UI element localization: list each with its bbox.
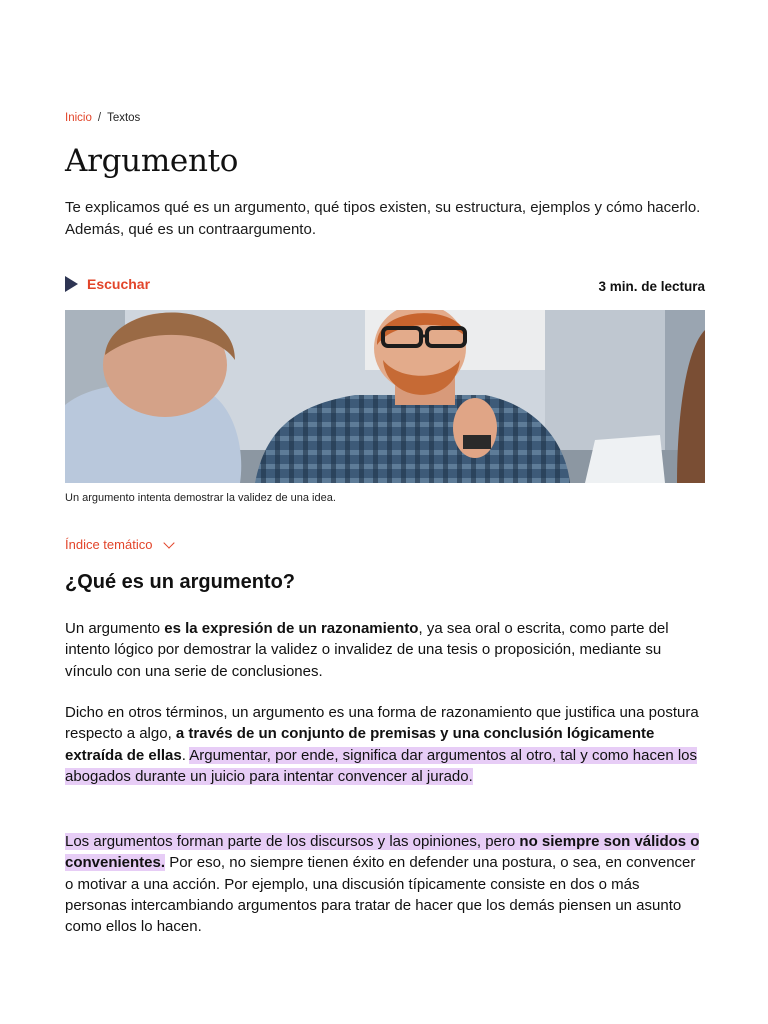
meeting-photo — [65, 310, 705, 483]
breadcrumb — [65, 112, 140, 124]
reading-time: 3 min. de lectura — [598, 279, 705, 294]
paragraph-2 — [65, 702, 705, 787]
paragraph-1-text-a: Un argumento — [65, 620, 165, 637]
listen-label: Escuchar — [87, 276, 151, 292]
audio-row — [65, 276, 705, 298]
paragraph-3-text-c: Por eso, no siempre tienen éxito en defender una postura, o sea, en convencer o motivar a una acción. Por ejemplo, una discusión típicamente consiste en dos o más personas intercambiando argumentos para tratar de hacer que los demás piensen un asunto como ellos lo hacen. — [65, 854, 696, 936]
toc-label: Índice temático — [65, 537, 153, 552]
breadcrumb-current[interactable]: Textos — [107, 112, 141, 124]
paragraph-1-bold: es la expresión de un razonamiento — [164, 620, 419, 637]
breadcrumb-separator: / — [97, 112, 102, 124]
article-lead: Te explicamos qué es un argumento, qué tipos existen, su estructura, ejemplos y cómo hacerlo. Además, qué es un contraargumento. — [65, 199, 701, 238]
listen-button[interactable] — [65, 276, 150, 292]
paragraph-1 — [65, 618, 705, 682]
article-image — [65, 310, 705, 483]
section-heading: ¿Qué es un argumento? — [65, 571, 296, 593]
paragraph-3-bold: no siempre son válidos o convenientes. — [65, 833, 700, 872]
paragraph-1-text-c: , ya sea oral o escrita, como parte del intento lógico por demostrar la validez o invalidez de una tesis o proposición, mediante su vínculo con una serie de conclusiones. — [65, 620, 669, 680]
chevron-down-icon — [164, 537, 175, 548]
paragraph-3 — [65, 831, 705, 937]
page-title: Argumento — [65, 143, 239, 179]
toc-toggle[interactable] — [65, 537, 173, 552]
paragraph-3-highlight: Los argumentos forman parte de los discursos y las opiniones, pero — [65, 833, 520, 850]
image-caption: Un argumento intenta demostrar la validez de una idea. — [65, 492, 336, 504]
paragraph-2-bold: a través de un conjunto de premisas y una conclusión lógicamente extraída de ellas — [65, 725, 655, 764]
paragraph-2-highlight: Argumentar, por ende, significa dar argumentos al otro, tal y como hacen los abogados durante un juicio para intentar convencer al jurado. — [65, 746, 698, 785]
play-icon — [65, 276, 78, 292]
paragraph-2-text-c: . — [181, 746, 190, 764]
breadcrumb-home-link[interactable]: Inicio — [65, 112, 92, 124]
paragraph-2-text-a: Dicho en otros términos, un argumento es una forma de razonamiento que justifica una postura respecto a algo, — [65, 704, 699, 743]
